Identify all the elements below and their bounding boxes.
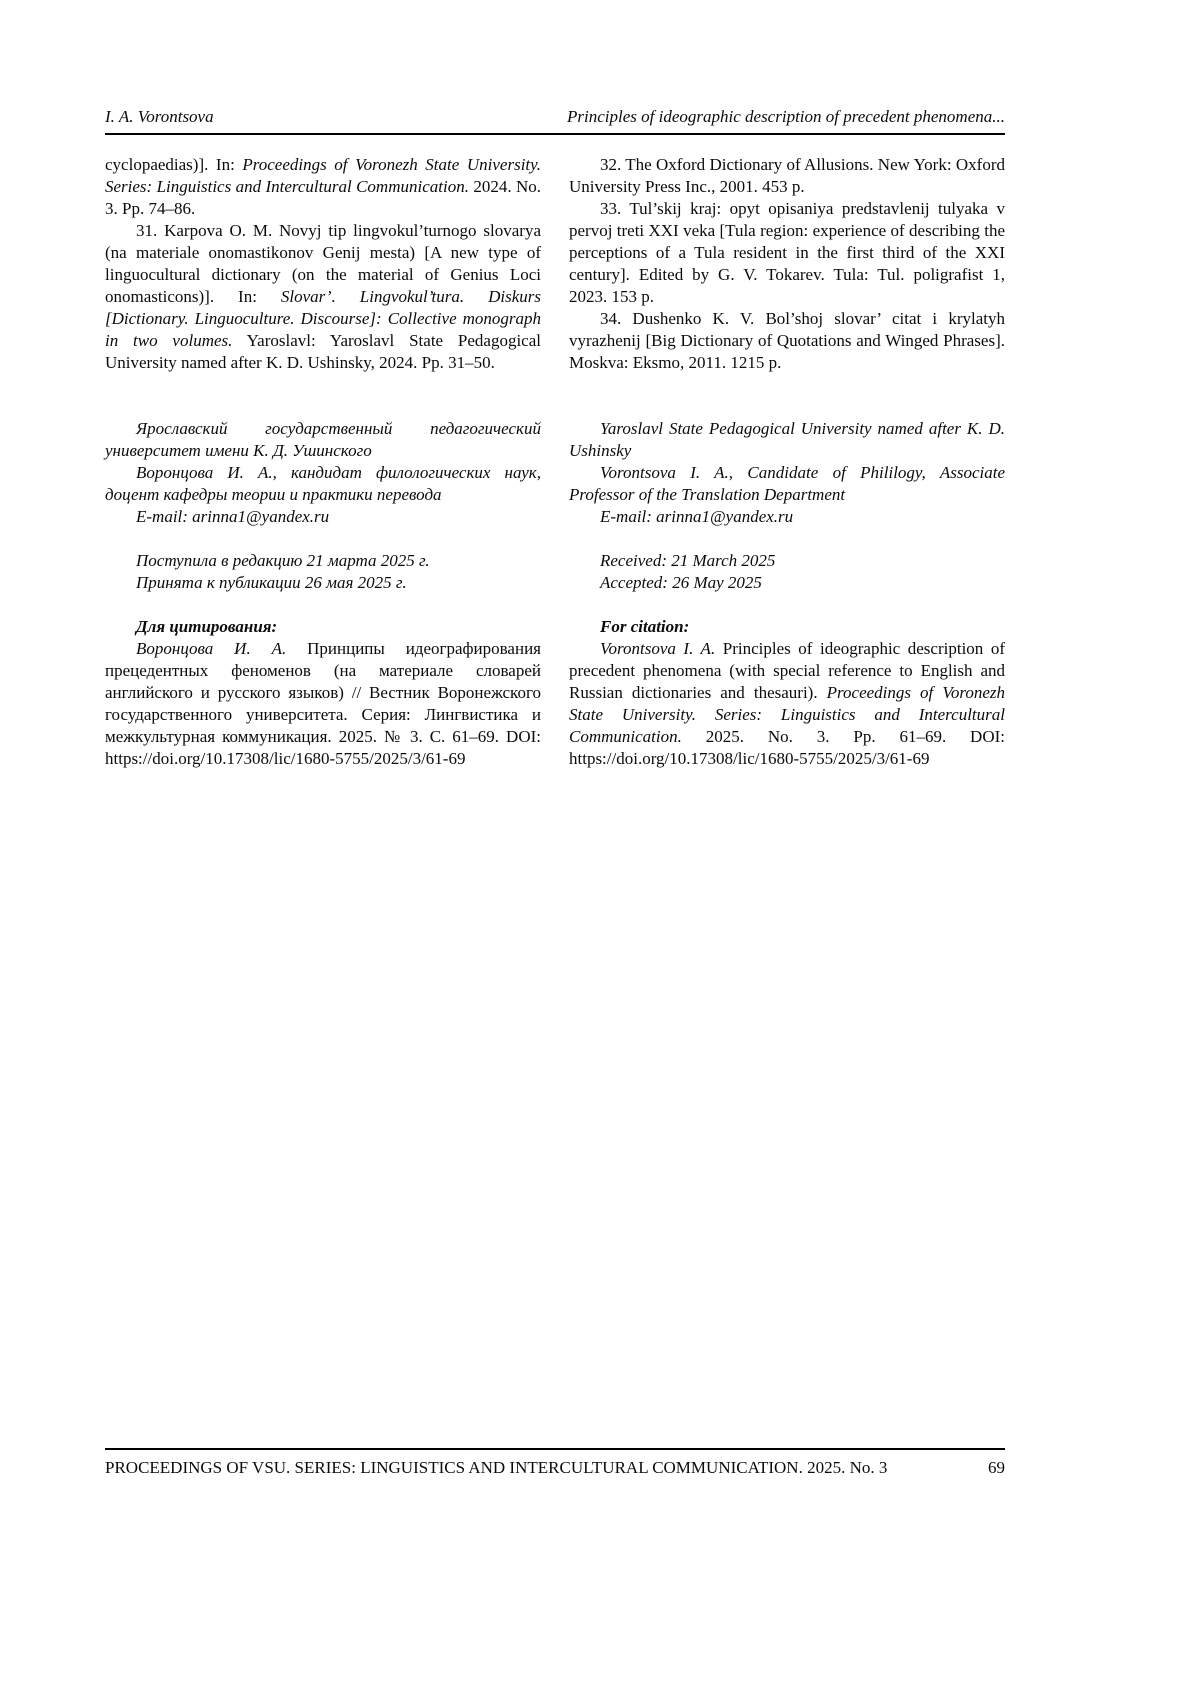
header-rule — [105, 133, 1005, 135]
citation-author-italic: Воронцова И. А. — [136, 639, 287, 658]
reference-entry-32: 32. The Oxford Dictionary of Allusions. New York: Oxford University Press Inc., 2001. 453 p. — [569, 155, 1005, 196]
received-date-ru: Поступила в редакцию 21 марта 2025 г. — [136, 551, 430, 570]
dates-block-ru — [105, 550, 541, 594]
affiliation-block-en — [569, 418, 1005, 528]
citation-heading-en: For citation: — [600, 617, 690, 636]
footer-row — [105, 1457, 1005, 1479]
reference-entry-31 — [105, 220, 541, 374]
body-columns — [105, 154, 1005, 770]
affiliation-university-ru: Ярославский государственный педагогический университет имени К. Д. Ушинского — [105, 419, 541, 460]
affiliation-university-en: Yaroslavl State Pedagogical University named after K. D. Ushinsky — [569, 419, 1005, 460]
citation-text: Principles of ideographic description of precedent phenomena (with special reference to English and Russian dictionaries and thesauri). — [569, 639, 1005, 702]
citation-block-ru — [105, 616, 541, 770]
reference-entry-34: 34. Dushenko K. V. Bol’shoj slovar’ citat i krylatyh vyrazhenij [Big Dictionary of Quotations and Winged Phrases]. Moskva: Eksmo, 2011. 1215 p. — [569, 309, 1005, 372]
accepted-date-ru: Принята к публикации 26 мая 2025 г. — [136, 573, 407, 592]
footer-rule — [105, 1448, 1005, 1450]
reference-source-title: Proceedings of Voronezh State University. Series: Linguistics and Intercultural Communication. — [105, 155, 541, 196]
affiliation-email-ru: E-mail: arinna1@yandex.ru — [136, 507, 330, 526]
reference-text: cyclopaedias)]. In: — [105, 155, 243, 174]
citation-block-en — [569, 616, 1005, 770]
citation-journal-italic: Proceedings of Voronezh State University. Series: Linguistics and Intercultural Communication. — [569, 683, 1005, 746]
dates-block-en — [569, 550, 1005, 594]
citation-author-italic: Vorontsova I. A. — [600, 639, 716, 658]
affiliation-author-ru: Воронцова И. А., кандидат филологических наук, доцент кафедры теории и практики перевода — [105, 463, 541, 504]
citation-heading-ru: Для цитирования: — [136, 617, 278, 636]
reference-text: 2024. No. 3. Pp. 74–86. — [105, 177, 542, 218]
running-head — [105, 106, 1005, 128]
reference-text: Yaroslavl: Yaroslavl State Pedagogical University named after K. D. Ushinsky, 2024. Pp. 31–50. — [105, 331, 541, 372]
reference-entry-30-continuation — [105, 154, 541, 220]
footer-page-number: 69 — [988, 1458, 1005, 1477]
citation-text-ru — [105, 638, 541, 770]
page-footer — [105, 1448, 1005, 1479]
citation-text: 2025. No. 3. Pp. 61–69. DOI: https://doi.org/10.17308/lic/1680-5755/2025/3/61-69 — [569, 727, 1005, 768]
reference-text: 31. Karpova O. M. Novyj tip lingvokul’turnogo slovarya (na materiale onomastikonov Genij mesta) [A new type of linguocultural dictionary (on the material of Genius Loci onomasticons)]. In: — [105, 221, 541, 306]
accepted-date-en: Accepted: 26 May 2025 — [600, 573, 762, 592]
page-content — [0, 0, 1200, 770]
right-column — [569, 154, 1005, 770]
left-column — [105, 154, 541, 770]
reference-entry-33: 33. Tul’skij kraj: opyt opisaniya predstavlenij tulyaka v pervoj treti XXI veka [Tula region: experience of describing the perceptions of a Tula resident in the first third of the XXI century]. Edited by G. V. Tokarev. Tula: Tul. poligrafist 1, 2023. 153 p. — [569, 199, 1005, 306]
citation-text-en — [569, 638, 1005, 770]
reference-source-title: Slovar’. Lingvokul’tura. Diskurs [Dictionary. Linguoculture. Discourse]: Collective monograph in two volumes. — [105, 287, 541, 350]
running-head-title: Principles of ideographic description of precedent phenomena... — [567, 107, 1005, 126]
affiliation-email-en: E-mail: arinna1@yandex.ru — [600, 507, 794, 526]
affiliation-block-ru — [105, 418, 541, 528]
received-date-en: Received: 21 March 2025 — [600, 551, 776, 570]
affiliation-author-en: Vorontsova I. A., Candidate of Phililogy, Associate Professor of the Translation Department — [569, 463, 1005, 504]
running-head-author: I. A. Vorontsova — [105, 107, 214, 126]
footer-journal-line: PROCEEDINGS OF VSU. SERIES: LINGUISTICS AND INTERCULTURAL COMMUNICATION. 2025. No. 3 — [105, 1458, 888, 1477]
citation-text: Принципы идеографирования прецедентных феноменов (на материале словарей английского и русского языков) // Вестник Воронежского государственного университета. Серия: Лингвистика и межкультурная коммуникация. 2025. № 3. С. 61–69. DOI: https://doi.org/10.17308/lic/1680-5755/2025/3/61-69 — [105, 639, 541, 768]
